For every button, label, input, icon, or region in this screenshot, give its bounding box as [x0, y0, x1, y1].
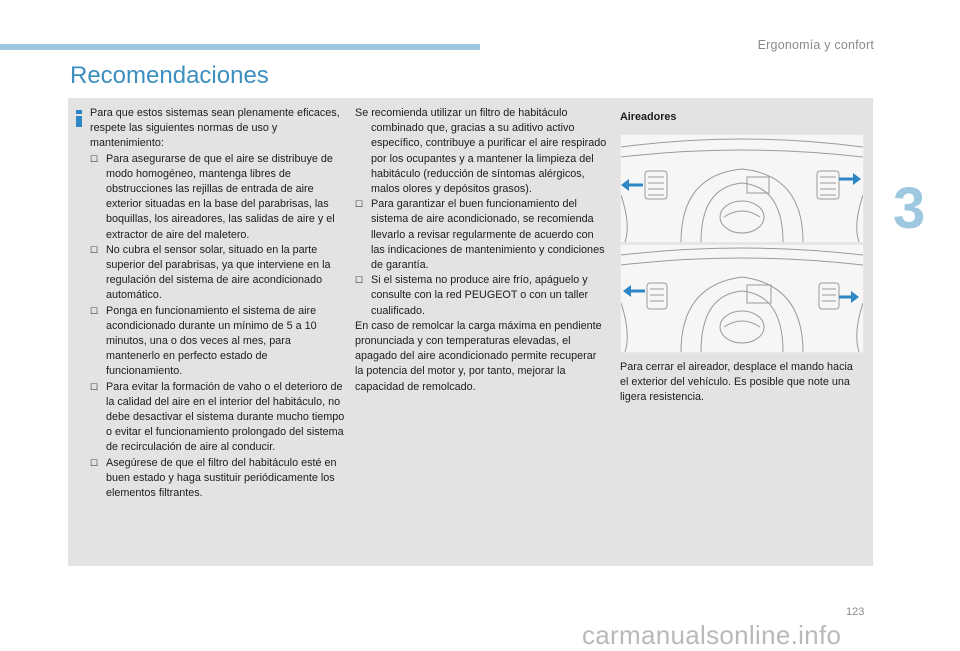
chapter-number: 3: [893, 176, 926, 241]
page-heading: Recomendaciones: [70, 62, 269, 89]
info-icon: [74, 110, 84, 127]
watermark: carmanualsonline.info: [582, 620, 842, 650]
check-square-icon: ☐: [355, 275, 364, 286]
list-item: ☐ Si el sistema no produce aire frío, apáguelo y consulte con la red PEUGEOT o con un taller cualificado.: [355, 273, 607, 319]
header-accent-bar: [0, 44, 480, 50]
check-square-icon: ☐: [90, 381, 99, 392]
list-item: ☐ Ponga en funcionamiento el sistema de aire acondicionado durante un mínimo de 5 a 10 minutos, una o dos veces al mes, para mantenerlo en perfecto estado de funcionamiento.: [90, 304, 346, 380]
closing-text: En caso de remolcar la carga máxima en pendiente pronunciada y con temperaturas elevadas, el apagado del aire acondicionado permite recuperar la potencia del motor y, por tanto, mejorar la capacidad de remolcado.: [355, 319, 602, 393]
lead-text: Se recomienda utilizar un filtro de habitáculo combinado que, gracias a su aditivo activo específico, contribuye a purificar el aire respirado por los ocupantes y a mantener la limpieza del habitáculo (reducción de síntomas alérgicos, malos olores y depósitos grasos).: [355, 107, 607, 196]
page-number: 123: [846, 606, 865, 618]
dashboard-vents-illustration-open: [620, 244, 864, 353]
column-vents: [620, 110, 862, 125]
check-square-icon: ☐: [90, 244, 99, 255]
column-usage-rules: [90, 106, 346, 501]
intro-text: Para que estos sistemas sean plenamente eficaces, respete las siguientes normas de uso y mantenimiento:: [90, 107, 340, 150]
list-item: ☐ Para evitar la formación de vaho o el deterioro de la calidad del aire en el interior del habitáculo, no debe desactivar el sistema durante mucho tiempo o evitar el funcionamiento prolongado del sistema de recirculación de aire al conducir.: [90, 380, 346, 456]
list-item: ☐ Asegúrese de que el filtro del habitáculo esté en buen estado y haga sustituir periódicamente los elementos filtrantes.: [90, 456, 346, 502]
check-square-icon: ☐: [90, 457, 99, 468]
check-square-icon: ☐: [90, 153, 99, 164]
list-item: ☐ Para garantizar el buen funcionamiento del sistema de aire acondicionado, se recomienda llevarlo a revisar regularmente de acuerdo con las indicaciones de mantenimiento y condiciones de garantía.: [355, 197, 607, 273]
column-filter-advice: [355, 106, 607, 395]
vents-caption: Para cerrar el aireador, desplace el mando hacia el exterior del vehículo. Es posible que note una ligera resistencia.: [620, 361, 853, 404]
dashboard-vents-illustration-closed: [620, 134, 864, 243]
list-item: ☐ No cubra el sensor solar, situado en la parte superior del parabrisas, ya que interviene en la regulación del sistema de aire acondicionado automático.: [90, 243, 346, 304]
arrow-icon: [623, 285, 859, 303]
vents-title: Aireadores: [620, 111, 677, 123]
arrow-icon: [621, 173, 861, 191]
list-item: ☐ Para asegurarse de que el aire se distribuye de modo homogéneo, mantenga libres de obstrucciones las rejillas de entrada de aire exterior situadas en la base del parabrisas, las boquillas, los aireadores, las salidas de aire y el extractor de aire del maletero.: [90, 152, 346, 243]
section-title: Ergonomía y confort: [757, 38, 874, 52]
check-square-icon: ☐: [90, 305, 99, 316]
check-square-icon: ☐: [355, 199, 364, 210]
